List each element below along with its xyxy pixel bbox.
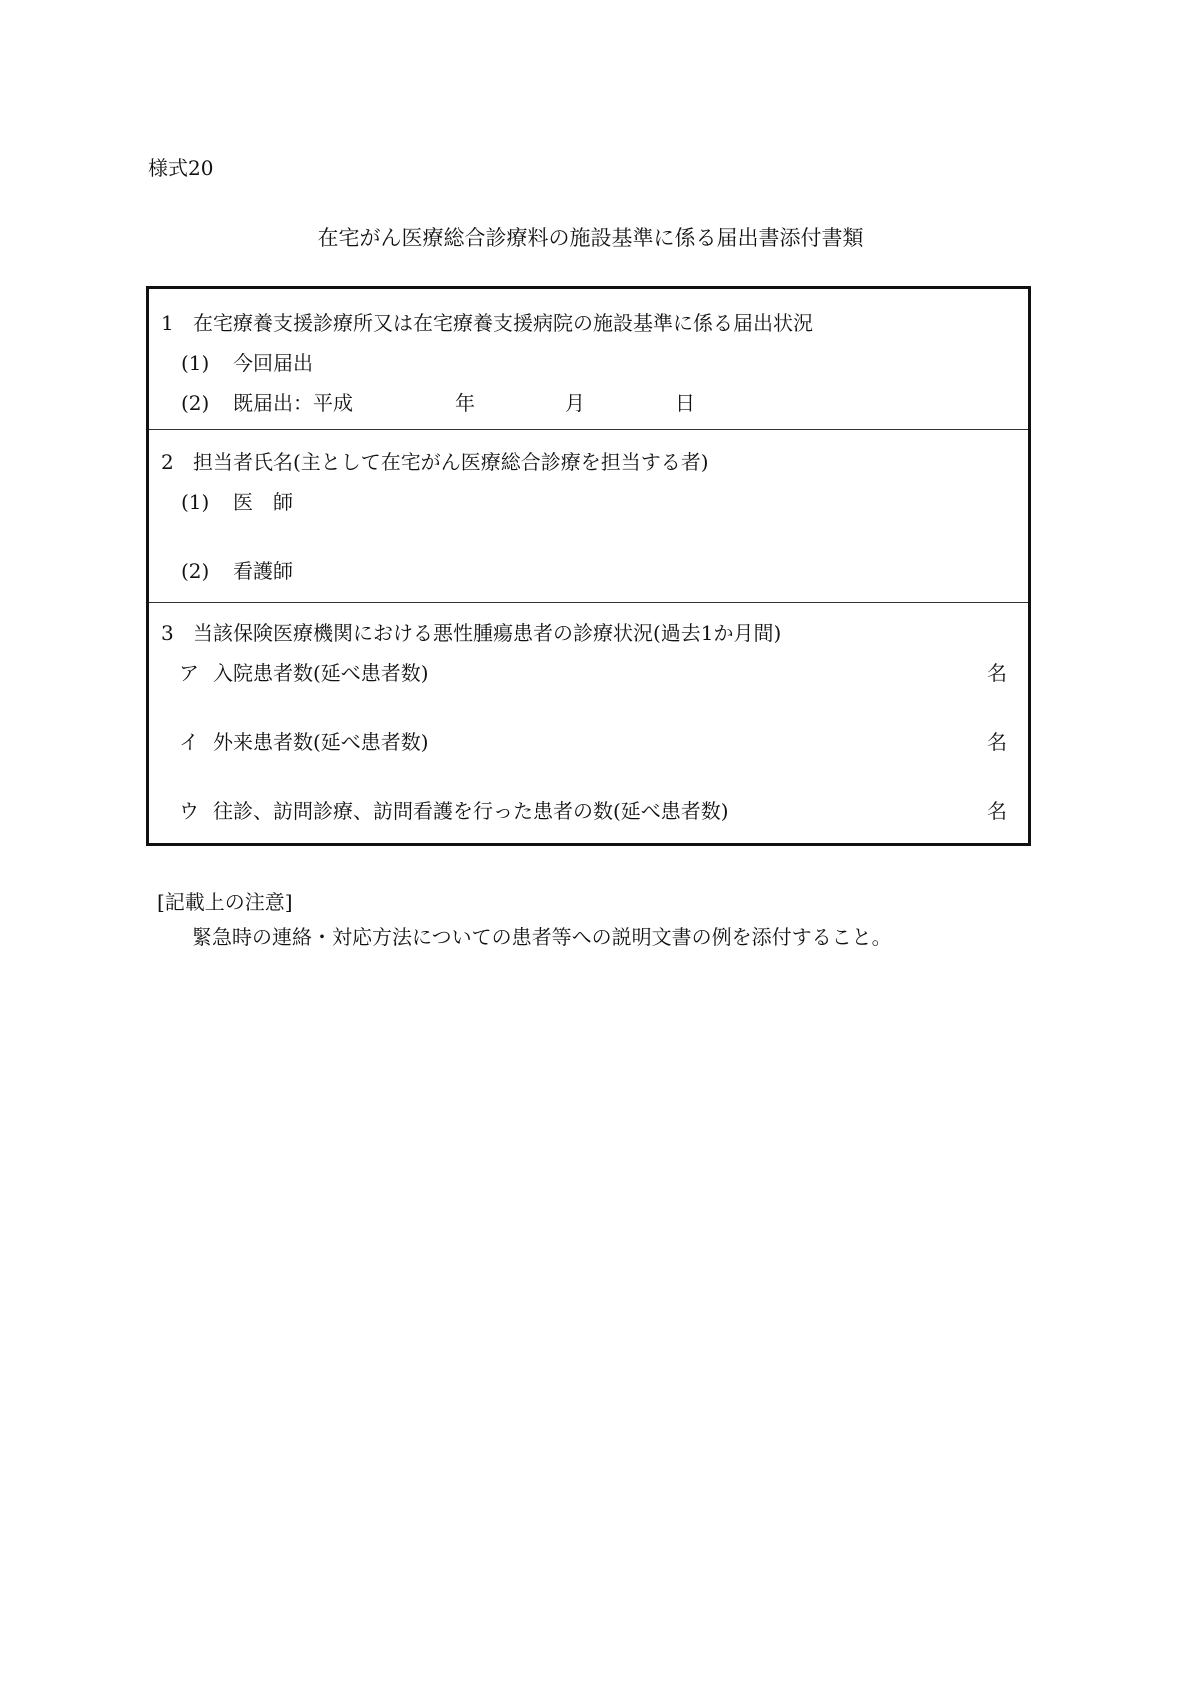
item-text: 外来患者数(延べ患者数)	[213, 730, 429, 754]
section1-item1-label: (1)	[181, 351, 210, 375]
section-facility-status	[149, 289, 1028, 430]
unit-label: 名	[987, 730, 1007, 754]
unit-label: 名	[987, 799, 1007, 823]
section1-number: 1	[161, 311, 174, 335]
item-text: 入院患者数(延べ患者数)	[213, 661, 429, 685]
item-mark: イ	[179, 730, 199, 754]
section3-item-inpatients	[179, 657, 1019, 686]
form-number: 様式20	[148, 156, 214, 180]
month-label: 月	[565, 391, 585, 415]
section2-heading	[161, 446, 709, 475]
section3-item-outpatients	[179, 726, 1019, 755]
item-text: 往診、訪問診療、訪問看護を行った患者の数(延べ患者数)	[213, 799, 729, 823]
form-table	[146, 286, 1031, 846]
section2-number: 2	[161, 450, 174, 474]
notes-heading: [記載上の注意]	[157, 890, 293, 914]
section1-heading	[161, 307, 813, 336]
section1-item-existing	[181, 387, 353, 416]
section-patient-status	[149, 602, 1028, 843]
section3-heading	[161, 617, 781, 646]
section2-heading-text: 担当者氏名(主として在宅がん医療総合診療を担当する者)	[193, 450, 709, 474]
section1-item2-text: 既届出：平成	[233, 391, 353, 415]
section1-item1-text: 今回届出	[233, 351, 313, 375]
section2-item1-text: 医 師	[233, 490, 293, 514]
year-label: 年	[455, 391, 475, 415]
item-mark: ア	[179, 661, 199, 685]
section1-item2-label: (2)	[181, 391, 210, 415]
section2-item2-text: 看護師	[233, 559, 293, 583]
section2-item2-label: (2)	[181, 559, 210, 583]
section2-item-doctor	[181, 486, 293, 515]
document-title: 在宅がん医療総合診療料の施設基準に係る届出書添付書類	[317, 226, 864, 250]
section3-heading-text: 当該保険医療機関における悪性腫瘍患者の診療状況(過去1か月間)	[193, 621, 782, 645]
item-mark: ウ	[179, 799, 199, 823]
section3-item-home-visits	[179, 795, 1019, 824]
section2-item1-label: (1)	[181, 490, 210, 514]
section3-number: 3	[161, 621, 174, 645]
section-staff-names	[149, 429, 1028, 603]
unit-label: 名	[987, 661, 1007, 685]
day-label: 日	[675, 391, 695, 415]
section1-heading-text: 在宅療養支援診療所又は在宅療養支援病院の施設基準に係る届出状況	[193, 311, 813, 335]
section2-item-nurse	[181, 555, 293, 584]
section1-item-new	[181, 347, 313, 376]
notes-body: 緊急時の連絡・対応方法についての患者等への説明文書の例を添付すること。	[192, 925, 892, 949]
